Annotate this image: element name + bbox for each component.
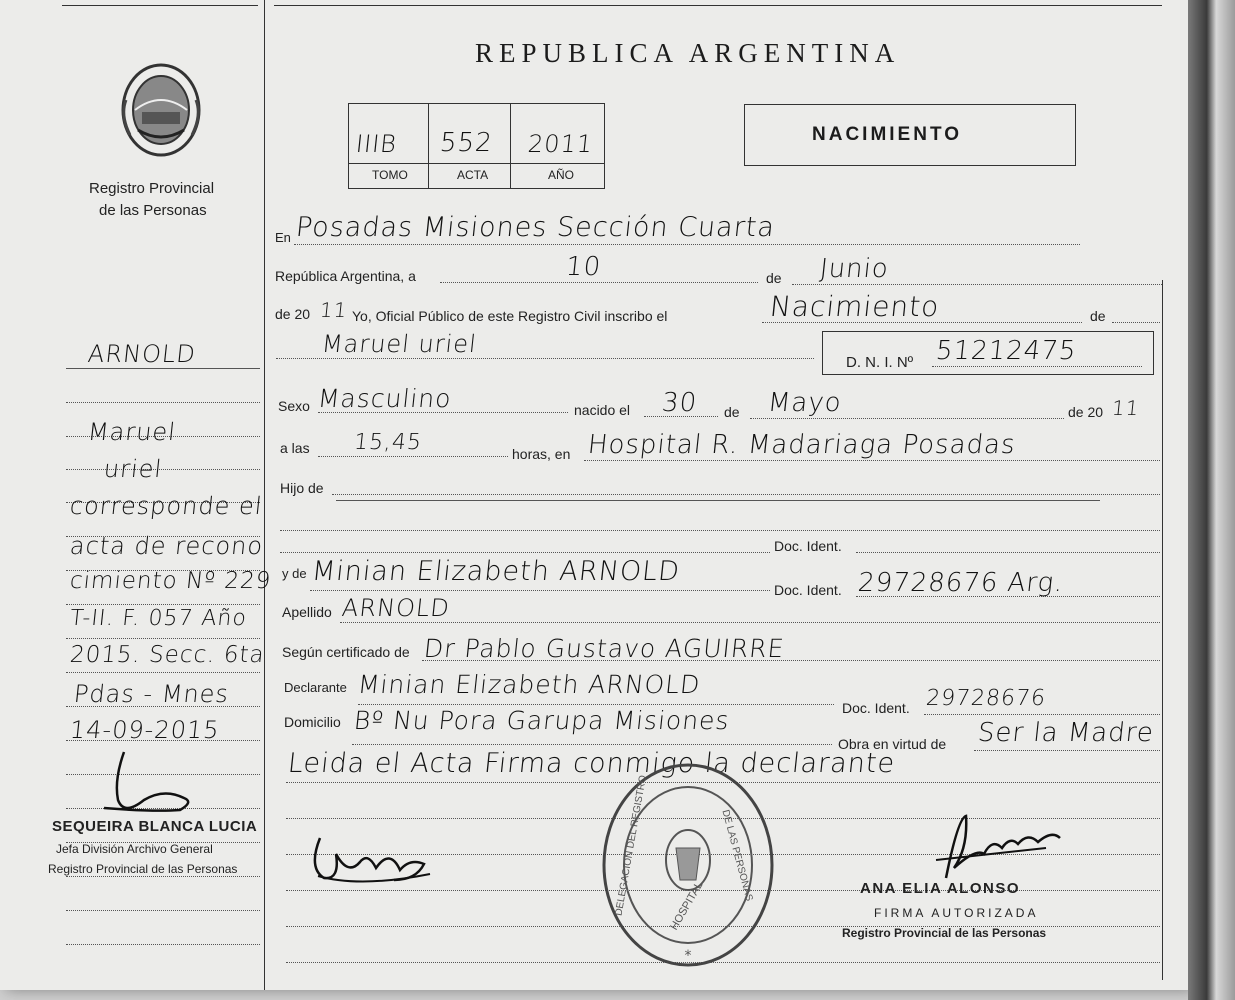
declarante-label: Declarante: [284, 680, 347, 695]
svg-text:*: *: [684, 948, 692, 964]
father-doc-line: [280, 552, 770, 553]
year-prefix: de 20: [275, 306, 311, 322]
apellido-value: ARNOLD: [340, 594, 452, 622]
left-line: [66, 604, 260, 605]
hijo-line: [332, 494, 1160, 495]
certificado-label: Según certificado de: [282, 644, 410, 660]
acta-value: 552: [438, 128, 495, 158]
dni-value: 51212475: [934, 336, 1078, 366]
archive-signature-icon: [84, 750, 204, 820]
left-line: [66, 876, 260, 877]
horas-label: horas, en: [512, 446, 571, 462]
table-divider: [510, 104, 511, 188]
left-line: [66, 672, 260, 673]
certificado-value: Dr Pablo Gustavo AGUIRRE: [422, 634, 786, 663]
birth-year: 11: [1110, 396, 1141, 420]
mother-doc: 29728676 Arg.: [856, 568, 1066, 598]
birth-month-line: [750, 418, 1064, 419]
birth-month: Mayo: [766, 388, 844, 418]
inscribo-value: Nacimiento: [768, 290, 942, 323]
oficial-text: Yo, Oficial Público de este Registro Civil inscribo el: [352, 308, 668, 324]
margin-note-2: uriel: [102, 455, 164, 483]
month-value: Junio: [818, 254, 891, 284]
table-divider: [428, 104, 429, 188]
en-line: [294, 244, 1080, 245]
de-label-1: de: [766, 270, 782, 286]
mother-line: [310, 590, 770, 591]
father-doc-value-line: [856, 552, 1160, 553]
anio-value: 2011: [526, 130, 595, 158]
yde-label: y de: [282, 566, 307, 581]
obra-value: Ser la Madre: [976, 718, 1156, 748]
table-label-rule: [349, 163, 604, 164]
declarante-line: [358, 704, 834, 705]
margin-surname: ARNOLD: [86, 340, 198, 368]
binding-edge: [1188, 0, 1235, 1000]
day-value: 10: [564, 252, 603, 282]
seal-ring-right: DE LAS PERSONAS: [719, 808, 755, 903]
hijo-label: Hijo de: [280, 480, 324, 496]
stamp-name: SEQUEIRA BLANCA LUCIA: [52, 818, 258, 835]
left-line: [66, 910, 260, 911]
right-border: [1162, 280, 1163, 980]
declarant-signature-icon: [300, 818, 440, 898]
day-line: [440, 282, 758, 283]
sexo-label: Sexo: [278, 398, 310, 414]
de-label-2: de: [1090, 308, 1106, 324]
tomo-value: IIIB: [354, 130, 399, 158]
margin-note-3: corresponde el: [68, 492, 265, 520]
birth-year-prefix: de 20: [1068, 404, 1104, 420]
leida-value: Leida el Acta Firma conmigo la declarante: [286, 748, 897, 779]
left-line: [66, 368, 260, 369]
official-signature-icon: [906, 808, 1076, 888]
hour-line: [318, 456, 508, 457]
tomo-label: TOMO: [372, 168, 408, 182]
declarante-doc-line: [924, 714, 1160, 715]
registry-line2: de las Personas: [99, 202, 207, 219]
left-line: [66, 469, 260, 470]
name-line: [276, 358, 814, 359]
dni-label: D. N. I. Nº: [846, 354, 914, 371]
margin-note-8: Pdas - Mnes: [72, 680, 231, 708]
doc-ident-label-1: Doc. Ident.: [774, 538, 842, 554]
mother-value: Minian Elizabeth ARNOLD: [310, 556, 682, 587]
margin-note-9: 14-09-2015: [68, 716, 221, 744]
apellido-line: [340, 622, 1160, 623]
hour-value: 15,45: [352, 430, 424, 455]
act-type: NACIMIENTO: [812, 124, 962, 145]
margin-note-6: T-II. F. 057 Año: [68, 606, 249, 631]
domicilio-line: [352, 744, 832, 745]
en-value: Posadas Misiones Sección Cuarta: [294, 212, 777, 243]
republica-label: República Argentina, a: [275, 268, 416, 284]
domicilio-label: Domicilio: [284, 714, 341, 730]
hijo-line-2: [336, 500, 1100, 501]
registry-line1: Registro Provincial: [89, 180, 215, 197]
acta-label: ACTA: [457, 168, 489, 182]
margin-note-7: 2015. Secc. 6ta: [68, 642, 266, 668]
left-line: [66, 638, 260, 639]
left-line: [66, 944, 260, 945]
alas-label: a las: [280, 440, 310, 456]
top-rule-left: [62, 5, 258, 6]
place-value: Hospital R. Madariaga Posadas: [586, 430, 1018, 460]
margin-note-5: cimiento Nº 229: [68, 568, 273, 594]
left-line: [66, 402, 260, 403]
de-label-3: de: [724, 404, 740, 420]
top-rule-right: [274, 5, 1162, 6]
blank-line: [280, 530, 1160, 531]
domicilio-value: Bº Nu Pora Garupa Misiones: [352, 706, 732, 735]
margin-note-1: Maruel: [86, 418, 178, 446]
de2-line: [1112, 322, 1160, 323]
year-value: 11: [318, 298, 349, 322]
margin-note-4: acta de recono: [68, 532, 265, 560]
official-org: Registro Provincial de las Personas: [842, 926, 1047, 940]
left-column-divider: [264, 0, 265, 990]
official-name: ANA ELIA ALONSO: [860, 880, 1020, 897]
declarante-doc: 29728676: [924, 686, 1048, 711]
doc-ident-label-2: Doc. Ident.: [774, 582, 842, 598]
country-title: REPUBLICA ARGENTINA: [475, 38, 901, 68]
seal-ring-bottom: HOSPITAL: [668, 879, 706, 933]
obra-label: Obra en virtud de: [838, 736, 947, 752]
nacido-label: nacido el: [574, 402, 631, 418]
seal-ring-left: DELEGACION DEL REGISTRO: [613, 774, 650, 917]
en-label: En: [275, 230, 291, 245]
obra-line: [974, 750, 1160, 751]
dni-line: [932, 366, 1142, 367]
place-line: [584, 460, 1160, 461]
name-value: Maruel uriel: [320, 330, 479, 358]
month-line: [792, 284, 1162, 285]
doc-ident-label-3: Doc. Ident.: [842, 700, 910, 716]
anio-label: AÑO: [548, 168, 575, 182]
sexo-value: Masculino: [316, 384, 454, 413]
stamp-title: Jefa División Archivo General: [56, 842, 213, 856]
birth-day: 30: [660, 388, 699, 418]
declarante-value: Minian Elizabeth ARNOLD: [356, 670, 702, 699]
official-title: FIRMA AUTORIZADA: [874, 906, 1039, 920]
apellido-label: Apellido: [282, 604, 332, 620]
stamp-org: Registro Provincial de las Personas: [48, 862, 238, 876]
province-seal-icon: [118, 60, 204, 160]
